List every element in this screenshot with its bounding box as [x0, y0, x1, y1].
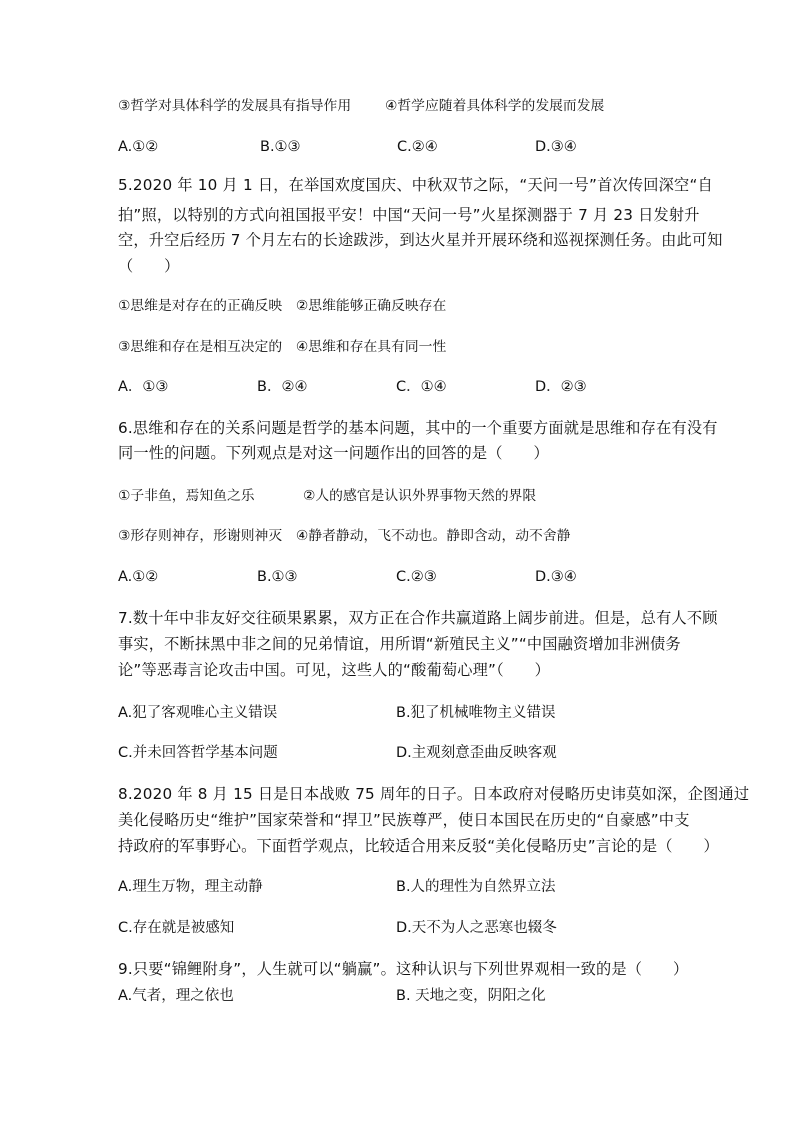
q8-option-d: D.天不为人之恶寒也辍冬 — [396, 920, 557, 936]
q6-option-c: C.②③ — [396, 569, 437, 585]
q7-line-2: 事实，不断抹黑中非之间的兄弟情谊，用所谓“新殖民主义”“中国融资增加非洲债务 — [118, 635, 681, 653]
option-c: C.②④ — [397, 139, 438, 155]
q8-line-2: 美化侵略历史“维护”国家荣誉和“捍卫”民族尊严，使日本国民在历史的“自豪感”中支 — [118, 811, 690, 829]
q7-option-c: C.并未回答哲学基本问题 — [118, 745, 278, 761]
q9-option-b: B. 天地之变，阴阳之化 — [396, 988, 546, 1004]
option-d: D.③④ — [535, 139, 577, 155]
q6-statement-2: ②人的感官是认识外界事物天然的界限 — [303, 488, 537, 504]
statement-4: ④哲学应随着具体科学的发展而发展 — [385, 98, 605, 114]
q7-line-1: 7.数十年中非友好交往硕果累累，双方正在合作共赢道路上阔步前进。但是，总有人不顾 — [118, 609, 718, 627]
option-a: A.①② — [118, 139, 159, 155]
option-b: B.①③ — [260, 139, 301, 155]
q8-line-1: 8.2020 年 8 月 15 日是日本战败 75 周年的日子。日本政府对侵略历史讳莫如深，企图通过 — [118, 785, 750, 803]
q5-option-b: B．②④ — [257, 379, 308, 395]
q5-line-3: 空，升空后经历 7 个月左右的长途跋涉，到达火星并开展环绕和巡视探测任务。由此可知 — [118, 231, 723, 249]
q8-option-b: B.人的理性为自然界立法 — [396, 879, 556, 895]
q5-line-4: （ ） — [118, 257, 180, 275]
q8-line-3: 持政府的军事野心。下面哲学观点，比较适合用来反驳“美化侵略历史”言论的是（ ） — [118, 837, 719, 855]
q5-option-a: A．①③ — [118, 379, 169, 395]
q7-option-d: D.主观刻意歪曲反映客观 — [396, 745, 557, 761]
q6-statements-row-2: ③形存则神存，形谢则神灭 ④静者静动，飞不动也。静即含动，动不舍静 — [118, 528, 571, 544]
q7-option-a: A.犯了客观唯心主义错误 — [118, 705, 278, 721]
q9-line-1: 9.只要“锦鲤附身”，人生就可以“躺赢”。这种认识与下列世界观相一致的是（ ） — [118, 960, 689, 978]
q7-option-b: B.犯了机械唯物主义错误 — [396, 705, 556, 721]
q6-option-a: A.①② — [118, 569, 159, 585]
q7-line-3: 论”等恶毒言论攻击中国。可见，这些人的“酸葡萄心理”（ ） — [118, 661, 551, 679]
q5-option-d: D．②③ — [535, 379, 587, 395]
q8-option-a: A.理生万物，理主动静 — [118, 879, 263, 895]
q5-option-c: C．①④ — [396, 379, 447, 395]
q9-option-a: A.气者，理之依也 — [118, 988, 234, 1004]
q6-option-d: D.③④ — [535, 569, 577, 585]
q8-option-c: C.存在就是被感知 — [118, 920, 235, 936]
q6-statement-1: ①子非鱼，焉知鱼之乐 — [118, 488, 255, 504]
q5-statements-row-1: ①思维是对存在的正确反映 ②思维能够正确反映存在 — [118, 298, 447, 314]
q6-line-2: 同一性的问题。下列观点是对这一问题作出的回答的是（ ） — [118, 444, 549, 462]
q5-line-2: 拍”照，以特别的方式向祖国报平安！中国“天问一号”火星探测器于 7 月 23 日发射升 — [118, 206, 700, 224]
q6-option-b: B.①③ — [257, 569, 298, 585]
q6-line-1: 6.思维和存在的关系问题是哲学的基本问题，其中的一个重要方面就是思维和存在有没有 — [118, 419, 718, 437]
q5-line-1: 5.2020 年 10 月 1 日，在举国欢度国庆、中秋双节之际，“天问一号”首次传回深空“自 — [118, 176, 713, 194]
statement-3: ③哲学对具体科学的发展具有指导作用 — [118, 98, 352, 114]
q5-statements-row-2: ③思维和存在是相互决定的 ④思维和存在具有同一性 — [118, 339, 447, 355]
